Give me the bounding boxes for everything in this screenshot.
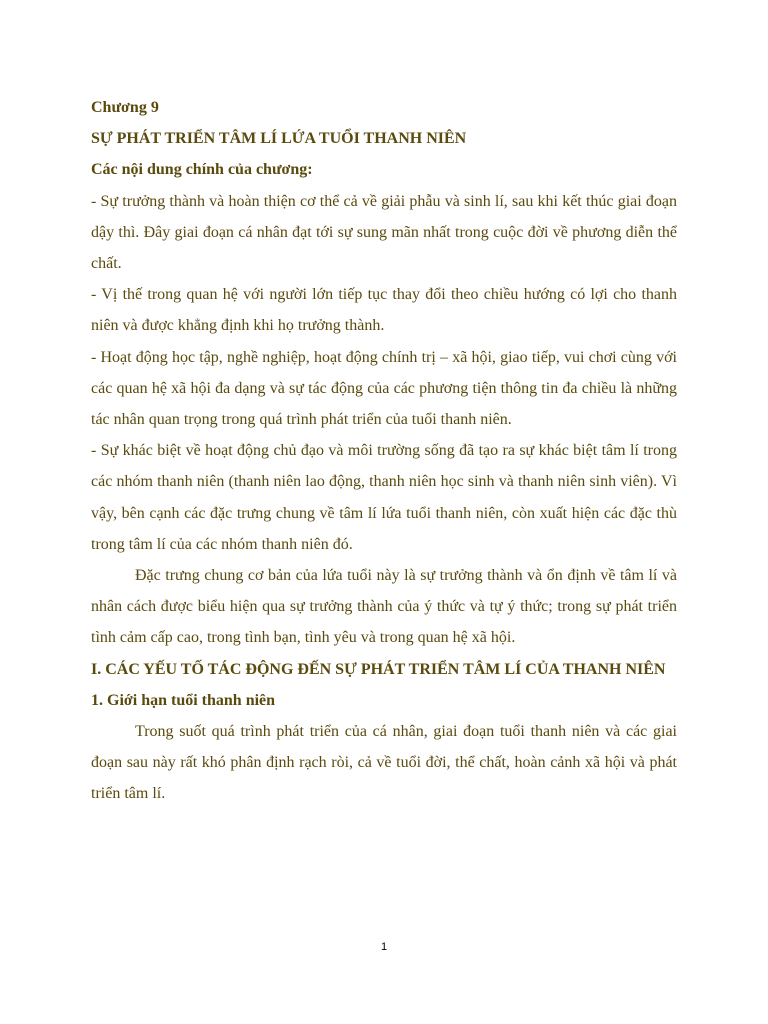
section-heading: I. CÁC YẾU TỐ TÁC ĐỘNG ĐẾN SỰ PHÁT TRIỂN TÂM LÍ CỦA THANH NIÊN — [91, 660, 666, 678]
bullet-paragraph: - Hoạt động học tập, nghề nghiệp, hoạt động chính trị – xã hội, giao tiếp, vui chơi cùng với các quan hệ xã hội đa dạng và sự tác động của các phương tiện thông tin đa chiều là những tác nhân quan trọng trong quá trình phát triển của tuổi thanh niên. — [91, 348, 677, 429]
chapter-title: SỰ PHÁT TRIỂN TÂM LÍ LỨA TUỔI THANH NIÊN — [91, 130, 467, 148]
bullet-paragraph: - Sự trưởng thành và hoàn thiện cơ thể cả về giải phẫu và sinh lí, sau khi kết thúc giai đoạn dậy thì. Đây giai đoạn cá nhân đạt tới sự sung mãn nhất trong cuộc đời về phương diễn thể chất. — [91, 192, 677, 273]
summary-paragraph: Đặc trưng chung cơ bản của lứa tuổi này là sự trưởng thành và ổn định về tâm lí và nhân cách được biểu hiện qua sự trưởng thành của ý thức và tự ý thức; trong sự phát triển tình cảm cấp cao, trong tình bạn, tình yêu và trong quan hệ xã hội. — [91, 567, 677, 647]
chapter-label: Chương 9 — [91, 99, 159, 116]
bullet-paragraph: - Vị thế trong quan hệ với người lớn tiếp tục thay đổi theo chiều hướng có lợi cho thanh niên và được khẳng định khi họ trưởng thành. — [91, 286, 677, 335]
page-number: 1 — [380, 941, 388, 953]
page-content — [91, 92, 677, 810]
contents-heading: Các nội dung chính của chương: — [91, 161, 313, 179]
subsection-paragraph: Trong suốt quá trình phát triển của cá nhân, giai đoạn tuổi thanh niên và các giai đoạn sau này rất khó phân định rạch ròi, cả về tuổi đời, thể chất, hoàn cảnh xã hội và phát triển tâm lí. — [91, 723, 677, 803]
bullet-paragraph: - Sự khác biệt về hoạt động chủ đạo và môi trường sống đã tạo ra sự khác biệt tâm lí trong các nhóm thanh niên (thanh niên lao động, thanh niên học sinh và thanh niên sinh viên). Vì vậy, bên cạnh các đặc trưng chung về tâm lí lứa tuổi thanh niên, còn xuất hiện các đặc thù trong tâm lí của các nhóm thanh niên đó. — [91, 442, 677, 553]
subsection-heading: 1. Giới hạn tuổi thanh niên — [91, 691, 276, 709]
